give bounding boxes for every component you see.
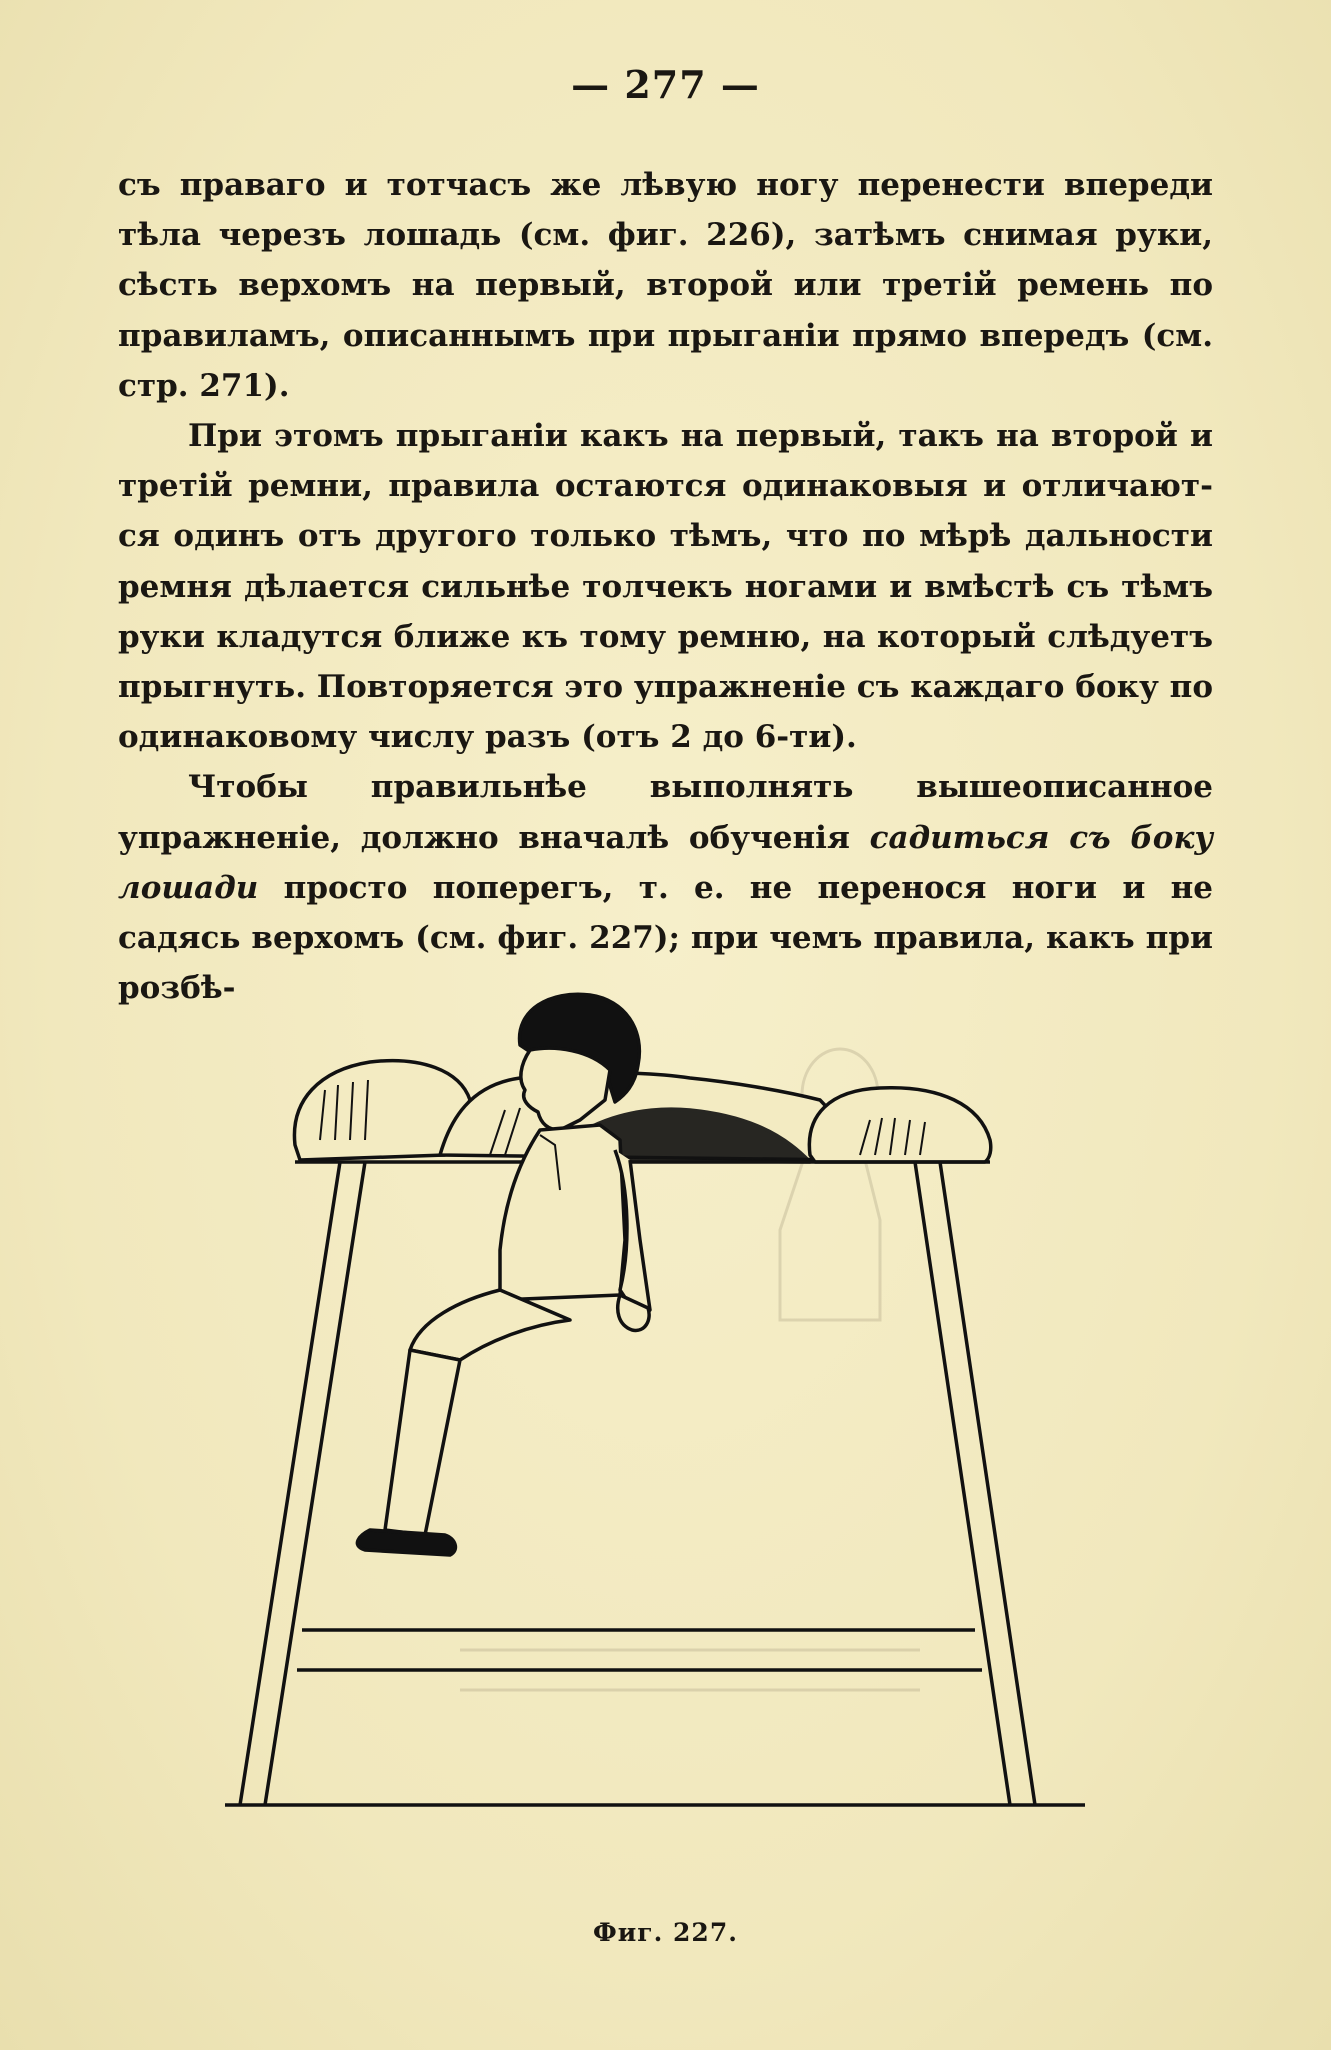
page-number: — 277 — bbox=[571, 62, 760, 107]
body-text bbox=[118, 160, 1213, 1013]
paragraph-1: съ праваго и тотчасъ же лѣвую ногу перенести впереди тѣла черезъ лошадь (см. фиг. 226), затѣмъ снимая руки, сѣсть верхомъ на первый, второй или третій ремень по правиламъ, описаннымъ при прыганіи прямо впередъ (см. стр. 271). bbox=[118, 167, 1213, 404]
horse-body-right-pad bbox=[809, 1088, 990, 1162]
leg-front-left bbox=[240, 1162, 365, 1805]
gymnast-thigh bbox=[410, 1290, 570, 1360]
gymnast-leg bbox=[385, 1350, 460, 1535]
vaulting-horse bbox=[294, 1061, 990, 1162]
gymnast-shoe bbox=[357, 1530, 455, 1555]
figure-227-illustration bbox=[220, 990, 1100, 1880]
vaulting-horse-legs bbox=[225, 1162, 1085, 1805]
paragraph-3-text-before: Чтобы правильнѣе выполнять вышеописанное упражненіе, должно вначалѣ обученія bbox=[118, 769, 1213, 856]
paragraph-3-text-after: просто поперегъ, т. е. не перенося ноги и не садясь верхомъ (см. фиг. 227); при чемъ правила, какъ при розбѣ- bbox=[118, 869, 1213, 1007]
leg-front-right bbox=[915, 1162, 1035, 1805]
figure-caption: Фиг. 227. bbox=[593, 1918, 738, 1947]
paragraph-3-italic-phrase: садиться съ боку лошади bbox=[118, 819, 1213, 906]
paragraph-2: При этомъ прыганіи какъ на первый, такъ на второй и третій ремни, правила остаются одинаковыя и отличают-ся одинъ отъ другого только тѣмъ, что по мѣрѣ дальности ремня дѣлается сильнѣе толчекъ ногами и вмѣстѣ съ тѣмъ руки кладутся ближе къ тому ремню, на который слѣдуетъ прыгнуть. Повторяется это упражненіе съ каждаго боку по одинаковому числу разъ (отъ 2 до 6-ти). bbox=[118, 418, 1213, 756]
paragraph-3 bbox=[118, 762, 1213, 1013]
